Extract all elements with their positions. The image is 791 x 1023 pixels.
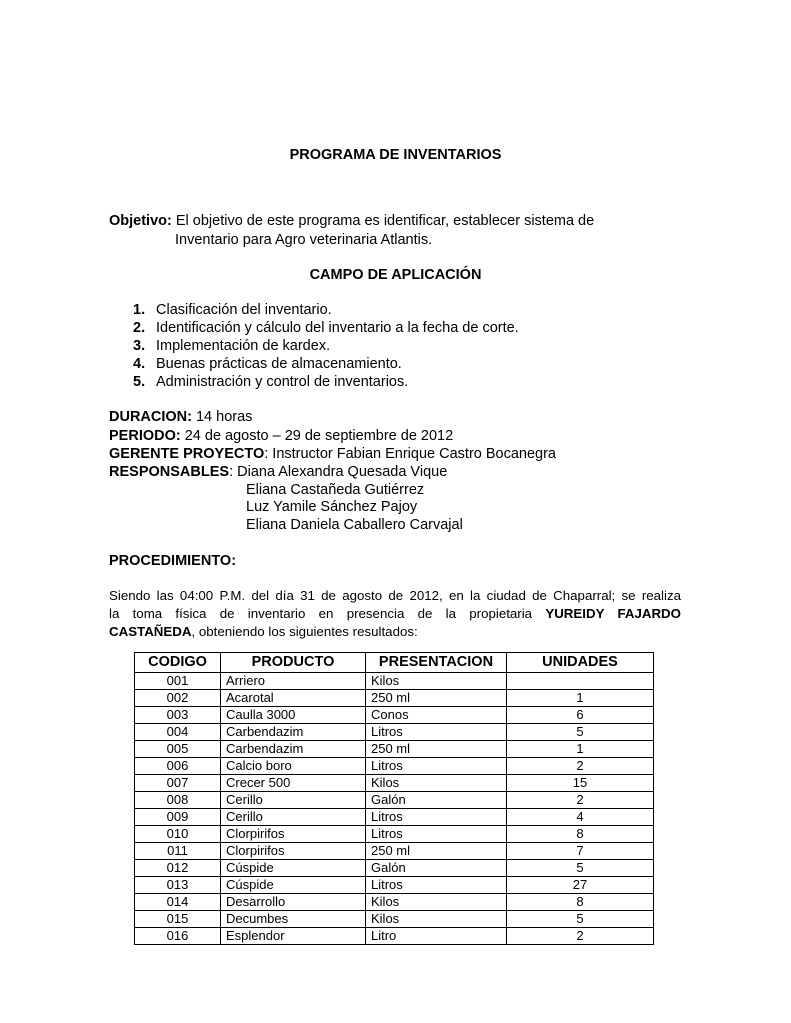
paragraph-line: [109, 605, 681, 623]
owner-name: YUREIDY FAJARDO: [545, 606, 681, 621]
responsable-name: Eliana Castañeda Gutiérrez: [246, 482, 425, 498]
responsable-name: : Diana Alexandra Quesada Vique: [229, 464, 448, 480]
owner-surname: CASTAÑEDA: [109, 624, 192, 639]
header-unidades: UNIDADES: [507, 653, 654, 673]
table-row: [135, 792, 654, 809]
duracion-label: DURACION:: [109, 409, 192, 425]
gerente-line: [109, 446, 556, 462]
cell-codigo: 015: [135, 911, 221, 928]
cell-presentacion: Kilos: [366, 775, 507, 792]
cell-producto: Caulla 3000: [221, 707, 366, 724]
table-row: [135, 894, 654, 911]
cell-presentacion: Litro: [366, 928, 507, 945]
cell-producto: Crecer 500: [221, 775, 366, 792]
cell-presentacion: Litros: [366, 809, 507, 826]
cell-producto: Arriero: [221, 673, 366, 690]
cell-unidades: 2: [507, 792, 654, 809]
cell-codigo: 008: [135, 792, 221, 809]
table-row: [135, 741, 654, 758]
table-row: [135, 707, 654, 724]
cell-unidades: 2: [507, 928, 654, 945]
cell-presentacion: Litros: [366, 724, 507, 741]
cell-codigo: 011: [135, 843, 221, 860]
cell-unidades: 4: [507, 809, 654, 826]
cell-codigo: 002: [135, 690, 221, 707]
list-item-number: 3.: [133, 338, 146, 354]
list-item-text: Buenas prácticas de almacenamiento.: [156, 356, 402, 372]
cell-presentacion: Conos: [366, 707, 507, 724]
table-row: [135, 826, 654, 843]
table-row: [135, 724, 654, 741]
paragraph-line: Siendo las 04:00 P.M. del día 31 de agosto de 2012, en la ciudad de Chaparral; se realiza: [109, 588, 681, 603]
document-title: PROGRAMA DE INVENTARIOS: [289, 147, 502, 163]
paragraph-text: , obteniendo los siguientes resultados:: [191, 624, 418, 639]
list-item-number: 4.: [133, 356, 146, 372]
list-item-text: Identificación y cálculo del inventario a la fecha de corte.: [156, 320, 519, 336]
cell-unidades: 6: [507, 707, 654, 724]
cell-presentacion: Litros: [366, 758, 507, 775]
cell-codigo: 004: [135, 724, 221, 741]
table-row: [135, 843, 654, 860]
cell-presentacion: Galón: [366, 860, 507, 877]
periodo-line: [109, 428, 453, 444]
header-codigo: CODIGO: [135, 653, 221, 673]
cell-presentacion: Kilos: [366, 911, 507, 928]
table-row: [135, 928, 654, 945]
table-row: [135, 673, 654, 690]
objective-line-1: [109, 213, 594, 229]
cell-unidades: 5: [507, 911, 654, 928]
cell-producto: Decumbes: [221, 911, 366, 928]
cell-unidades: 8: [507, 826, 654, 843]
cell-presentacion: Galón: [366, 792, 507, 809]
cell-unidades: 5: [507, 860, 654, 877]
cell-unidades: 5: [507, 724, 654, 741]
responsable-name: Luz Yamile Sánchez Pajoy: [246, 499, 418, 515]
responsables-label: RESPONSABLES: [109, 464, 230, 480]
inventory-table: [134, 652, 654, 945]
cell-producto: Clorpirifos: [221, 826, 366, 843]
cell-producto: Desarrollo: [221, 894, 366, 911]
cell-unidades: 7: [507, 843, 654, 860]
cell-producto: Calcio boro: [221, 758, 366, 775]
cell-presentacion: Litros: [366, 877, 507, 894]
list-item-number: 1.: [133, 302, 146, 318]
cell-producto: Clorpirifos: [221, 843, 366, 860]
list-item-text: Administración y control de inventarios.: [156, 374, 409, 390]
cell-codigo: 013: [135, 877, 221, 894]
cell-codigo: 010: [135, 826, 221, 843]
responsables-line: [109, 464, 447, 480]
cell-unidades: 8: [507, 894, 654, 911]
cell-codigo: 005: [135, 741, 221, 758]
cell-presentacion: 250 ml: [366, 741, 507, 758]
cell-producto: Cúspide: [221, 877, 366, 894]
cell-unidades: 27: [507, 877, 654, 894]
paragraph-line: [109, 623, 681, 641]
cell-unidades: 2: [507, 758, 654, 775]
gerente-label: GERENTE PROYECTO: [109, 446, 265, 462]
responsable-name: Eliana Daniela Caballero Carvajal: [246, 517, 463, 533]
duracion-value: 14 horas: [191, 409, 253, 425]
header-presentacion: PRESENTACION: [366, 653, 507, 673]
duracion-line: [109, 409, 252, 425]
list-item-text: Implementación de kardex.: [156, 338, 331, 354]
table-header-row: [135, 653, 654, 673]
list-item-number: 5.: [133, 374, 146, 390]
cell-unidades: 1: [507, 690, 654, 707]
cell-codigo: 001: [135, 673, 221, 690]
procedimiento-title: PROCEDIMIENTO:: [109, 553, 237, 569]
table-body: [135, 673, 654, 945]
cell-unidades: 15: [507, 775, 654, 792]
periodo-label: PERIODO:: [109, 428, 181, 444]
cell-codigo: 003: [135, 707, 221, 724]
table-row: [135, 758, 654, 775]
cell-producto: Esplendor: [221, 928, 366, 945]
periodo-value: 24 de agosto – 29 de septiembre de 2012: [180, 428, 454, 444]
objective-text-1: El objetivo de este programa es identificar, establecer sistema de: [171, 213, 595, 229]
cell-producto: Acarotal: [221, 690, 366, 707]
cell-presentacion: 250 ml: [366, 690, 507, 707]
table-row: [135, 877, 654, 894]
cell-codigo: 009: [135, 809, 221, 826]
objective-label: Objetivo:: [109, 213, 172, 229]
table-row: [135, 911, 654, 928]
cell-producto: Carbendazim: [221, 741, 366, 758]
cell-presentacion: Kilos: [366, 894, 507, 911]
cell-codigo: 014: [135, 894, 221, 911]
table-row: [135, 775, 654, 792]
cell-producto: Cúspide: [221, 860, 366, 877]
table-row: [135, 860, 654, 877]
cell-unidades: [507, 673, 654, 690]
cell-producto: Cerillo: [221, 792, 366, 809]
paragraph-text: la toma física de inventario en presencia de la propietaria: [109, 606, 546, 621]
campo-aplicacion-title: CAMPO DE APLICACIÓN: [309, 267, 482, 283]
cell-presentacion: Kilos: [366, 673, 507, 690]
cell-unidades: 1: [507, 741, 654, 758]
header-producto: PRODUCTO: [221, 653, 366, 673]
table-row: [135, 809, 654, 826]
cell-codigo: 006: [135, 758, 221, 775]
cell-producto: Cerillo: [221, 809, 366, 826]
cell-codigo: 007: [135, 775, 221, 792]
objective-line-2: Inventario para Agro veterinaria Atlantis.: [175, 232, 433, 248]
cell-codigo: 016: [135, 928, 221, 945]
cell-codigo: 012: [135, 860, 221, 877]
list-item-text: Clasificación del inventario.: [156, 302, 332, 318]
cell-producto: Carbendazim: [221, 724, 366, 741]
list-item-number: 2.: [133, 320, 146, 336]
cell-presentacion: 250 ml: [366, 843, 507, 860]
cell-presentacion: Litros: [366, 826, 507, 843]
table-row: [135, 690, 654, 707]
procedimiento-paragraph: [109, 587, 681, 641]
gerente-value: : Instructor Fabian Enrique Castro Bocanegra: [264, 446, 556, 462]
